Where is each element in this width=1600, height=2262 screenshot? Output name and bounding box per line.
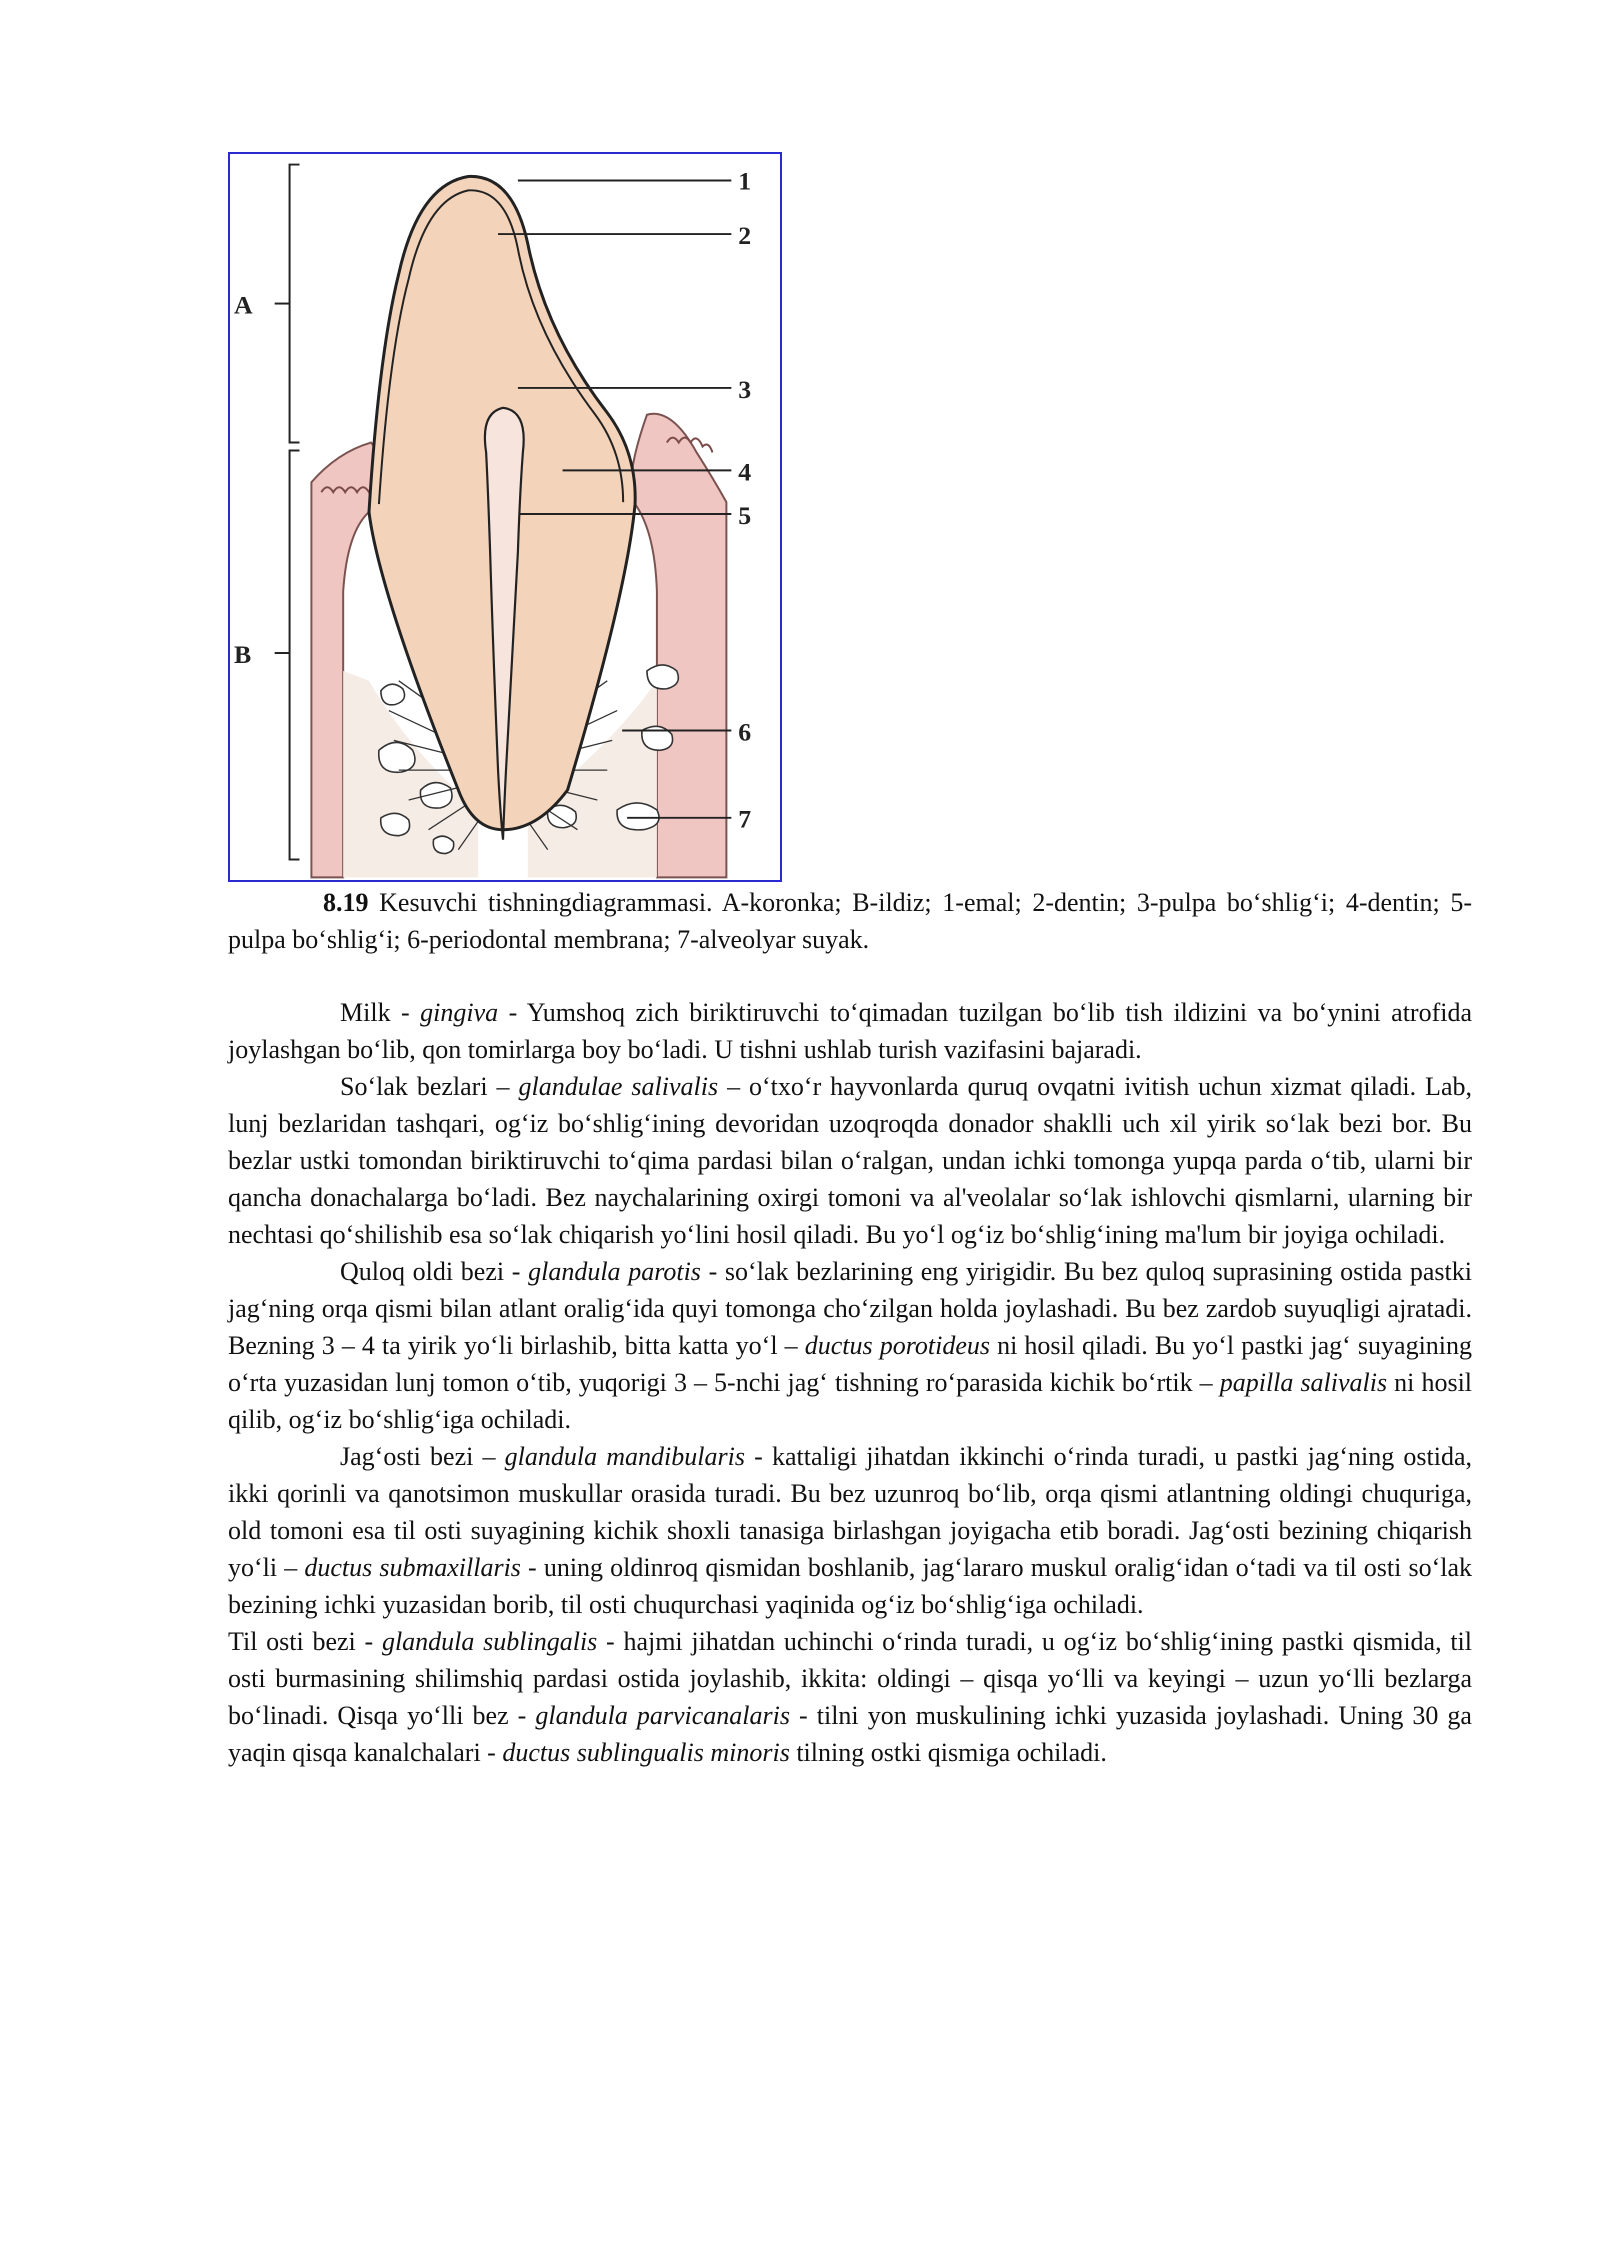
part-label-5: 5 <box>738 500 752 530</box>
text-run: ni hosil qiladi. Bu yo‘l pastki jag‘ suyagining o‘rta yuzasidan lunj tomon o‘tib, yuqorigi 3 – 5-nchi jag‘ tishning ro‘parasida kichik bo‘rtik – <box>228 1331 1473 1397</box>
paragraph-quloq-oldi-bezi <box>228 1253 1472 1438</box>
latin-term: papilla salivalis <box>1219 1368 1388 1397</box>
latin-term: glandula parotis <box>528 1257 701 1286</box>
latin-term: glandula mandibularis <box>504 1442 745 1471</box>
part-label-3: 3 <box>738 374 752 404</box>
paragraph-til-osti-bezi <box>228 1623 1472 1771</box>
text-run: Milk - <box>340 998 421 1027</box>
text-run: tilning ostki qismiga ochiladi. <box>789 1738 1107 1767</box>
text-run: - Yumshoq zich biriktiruvchi to‘qimadan tuzilgan bo‘lib tish ildizini va bo‘ynini atrofida joylashgan bo‘lib, qon tomirlarga boy bo‘ladi. U tishni ushlab turish vazifasini bajaradi. <box>228 998 1472 1064</box>
part-label-7: 7 <box>738 804 752 834</box>
latin-term: glandula parvicanalaris <box>535 1701 790 1730</box>
region-label-b: B <box>233 639 252 669</box>
text-run: - so‘lak bezlarining eng yirigidir. Bu bez quloq suprasining ostida pastki jag‘ning orqa qismi bilan atlant oralig‘ida quyi tomonga cho‘zilgan holda joylashadi. Bu bez zardob suyuqligi ajratadi. Bezning 3 – 4 ta yirik yo‘li birlashib, bitta katta yo‘l – <box>228 1257 1472 1360</box>
text-run: - hajmi jihatdan uchinchi o‘rinda turadi, u og‘iz bo‘shlig‘ining pastki qismida, til osti burmasining shilimshiq pardasi ostida joylashib, ikkita: oldingi – qisqa yo‘lli va keyingi – uzun yo‘lli bezlarga bo‘linadi. Qisqa yo‘lli bez - <box>228 1627 1472 1730</box>
paragraph-solak-bezlari <box>228 1068 1472 1253</box>
latin-term: ductus sublingualis minoris <box>502 1738 790 1767</box>
text-run: ni hosil qilib, og‘iz bo‘shlig‘iga ochiladi. <box>228 1368 1473 1434</box>
figure-caption <box>228 884 1472 958</box>
region-label-a: A <box>233 290 253 320</box>
tooth-diagram-svg <box>230 154 780 880</box>
text-run: – o‘txo‘r hayvonlarda quruq ovqatni ivitish uchun xizmat qiladi. Lab, lunj bezlaridan tashqari, og‘iz bo‘shlig‘ining devoridan uzoqroqda donador shaklli uch xil yirik so‘lak bezi bor. Bu bezlar ustki tomondan biriktiruvchi to‘qima pardasi bilan o‘ralgan, undan ichki tomonga yupqa parda o‘tib, ularni bir qancha donachalarga bo‘ladi. Bez naychalarining oxirgi tomoni va al'veolalar so‘lak ishlovchi qismlarni, ularning bir nechtasi qo‘shilishib esa so‘lak chiqarish yo‘lini hosil qiladi. Bu yo‘l og‘iz bo‘shlig‘ining ma'lum bir joyiga ochiladi. <box>228 1072 1472 1249</box>
latin-term: ductus porotideus <box>804 1331 990 1360</box>
text-run: Til osti bezi - <box>228 1627 382 1656</box>
latin-term: ductus submaxillaris <box>304 1553 521 1582</box>
latin-term: glandula sublingalis <box>381 1627 598 1656</box>
tooth-diagram <box>228 152 782 882</box>
text-run: Quloq oldi bezi - <box>340 1257 529 1286</box>
figure-number: 8.19 <box>323 888 369 917</box>
part-label-4: 4 <box>738 457 752 487</box>
part-label-6: 6 <box>738 717 752 747</box>
text-run: - uning oldinroq qismidan boshlanib, jag‘lararo muskul oralig‘idan o‘tadi va til osti so‘lak bezining ichki yuzasidan borib, til osti chuqurchasi yaqinida og‘iz bo‘shlig‘iga ochiladi. <box>228 1553 1473 1619</box>
document-body <box>228 884 1472 1771</box>
text-run: - tilni yon muskulining ichki yuzasida joylashadi. Uning 30 ga yaqin qisqa kanalchalari - <box>228 1701 1472 1767</box>
latin-term: gingiva <box>420 998 499 1027</box>
part-label-1: 1 <box>738 166 752 196</box>
text-run: Jag‘osti bezi – <box>340 1442 505 1471</box>
caption-text: Kesuvchi tishningdiagrammasi. A-koronka; B-ildiz; 1-emal; 2-dentin; 3-pulpa bo‘shlig‘i; 4-dentin; 5-pulpa bo‘shlig‘i; 6-periodontal membrana; 7-alveolyar suyak. <box>228 888 1472 954</box>
text-run: So‘lak bezlari – <box>340 1072 519 1101</box>
text-run: - kattaligi jihatdan ikkinchi o‘rinda turadi, u pastki jag‘ning ostida, ikki qorinli va qanotsimon muskullar orasida turadi. Bu bez uzunroq bo‘lib, orqa qismi atlantning oldingi chuquriga, old tomoni esa til osti suyagining kichik shoxli tanasiga birlashgan joyigacha etib boradi. Jag‘osti bezining chiqarish yo‘li – <box>228 1442 1472 1582</box>
paragraph-milk <box>228 994 1472 1068</box>
latin-term: glandulae salivalis <box>518 1072 719 1101</box>
region-brackets <box>275 165 300 860</box>
part-label-2: 2 <box>738 220 752 250</box>
paragraph-jagosti-bezi <box>228 1438 1472 1623</box>
